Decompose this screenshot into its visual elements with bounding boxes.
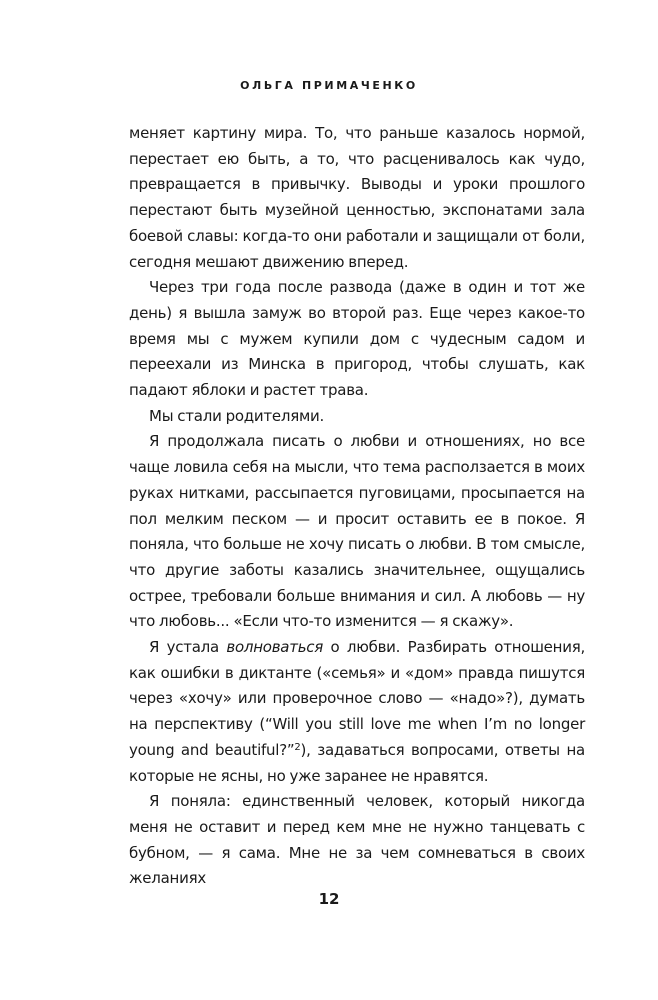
paragraph-5-middle: о любви. Разбирать отношения, как ошибки в диктанте («семья» и «дом» правда пишутся через «хочу» или проверочное слово — «надо»?), думать на перспективу (“Will you still love me when I’m no longer young and beautiful?” bbox=[129, 638, 585, 759]
running-head-author: ОЛЬГА ПРИМАЧЕНКО bbox=[240, 79, 418, 92]
page-number: 12 bbox=[318, 890, 340, 908]
paragraph-2: Через три года после развода (даже в один и тот же день) я вышла замуж во второй раз. Еще через какое-то время мы с мужем купили дом с чудесным садом и переехали из Минска в пригород, чтобы слушать, как падают яблоки и растет трава. bbox=[129, 278, 585, 400]
footnote-marker: 2 bbox=[294, 741, 301, 753]
paragraph-4: Я продолжала писать о любви и отношениях, но все чаще ловила себя на мысли, что тема расползается в моих руках нитками, рассыпается пуговицами, просыпается на пол мелким песком — и просит оставить ее в покое. Я поняла, что больше не хочу писать о любви. В том смысле, что другие заботы казались значительнее, ощущались острее, требовали больше внимания и сил. А любовь — ну что любовь... «Если что-то изменится — я скажу». bbox=[129, 432, 585, 631]
paragraph-5-start: Я устала bbox=[149, 638, 227, 657]
paragraph-1: меняет картину мира. То, что раньше казалось нормой, перестает ею быть, а то, что расценивалось как чудо, превращается в привычку. Выводы и уроки прошлого перестают быть музейной ценностью, экспонатами зала боевой славы: когда-то они работали и защищали от боли, сегодня мешают движению вперед. bbox=[129, 124, 585, 271]
paragraph-5 bbox=[129, 635, 585, 789]
emphasized-word: волноваться bbox=[226, 638, 324, 657]
paragraph-6: Я поняла: единственный человек, который никогда меня не оставит и перед кем мне не нужно танцевать с бубном, — я сама. Мне не за чем сомневаться в своих желаниях bbox=[129, 792, 585, 888]
paragraph-5-end: ), задаваться вопросами, ответы на которые не ясны, но уже заранее не нравятся. bbox=[129, 740, 585, 785]
paragraph-3: Мы стали родителями. bbox=[149, 406, 325, 425]
body-text bbox=[129, 121, 585, 892]
